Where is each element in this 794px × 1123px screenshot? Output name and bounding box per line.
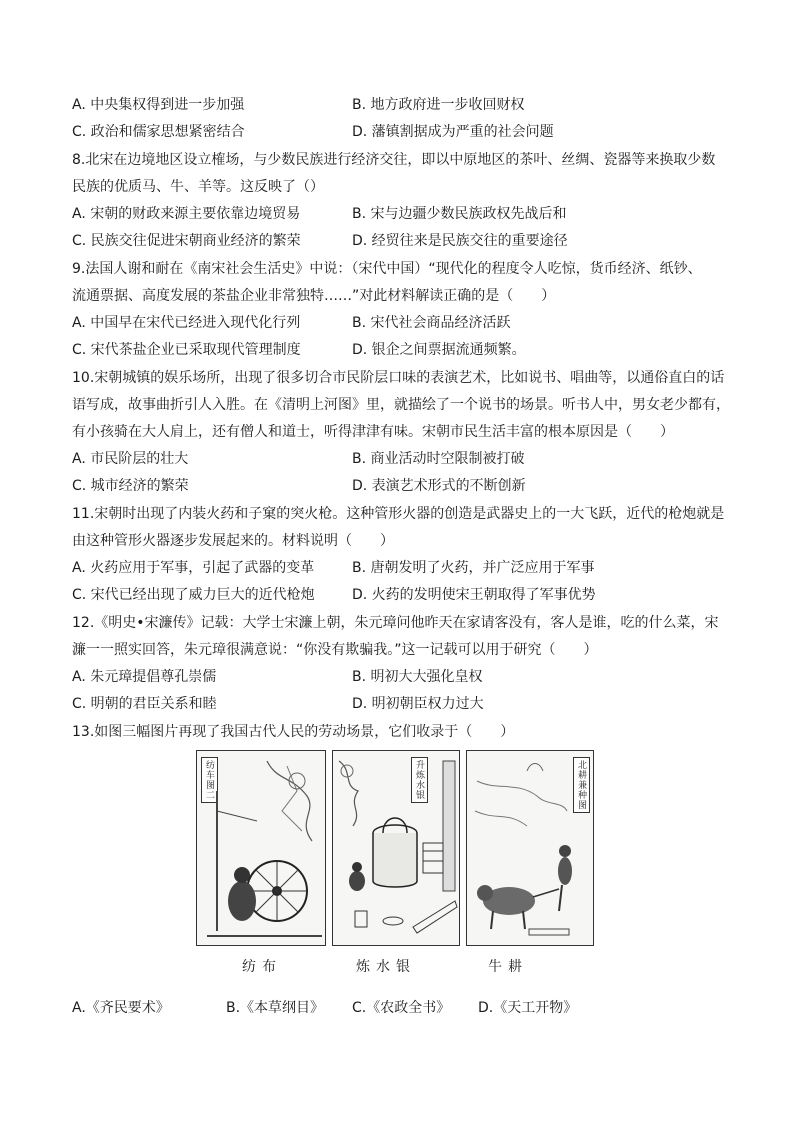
figure-panel-mercury xyxy=(332,750,460,946)
q13-stem-line1: 13.如图三幅图片再现了我国古代人民的劳动场景，它们收录于（ ） xyxy=(72,724,515,740)
panel-title-plowing: 北耕兼种图 xyxy=(573,757,590,813)
panel-title-weaving: 纺车图二 xyxy=(201,757,218,803)
q11-stem-line1: 11.宋朝时出现了内装火药和子窠的突火枪。这种管形火器的创造是武器史上的一大飞跃，近代的枪炮就是 xyxy=(72,506,725,522)
q9-option-c[interactable]: C. 宋代茶盐企业已采取现代管理制度 xyxy=(72,342,301,358)
q10-stem-line3: 有小孩骑在大人肩上，还有僧人和道士，听得津津有味。宋朝市民生活丰富的根本原因是（ ） xyxy=(72,424,674,440)
q8-option-d[interactable]: D. 经贸往来是民族交往的重要途径 xyxy=(352,233,568,249)
q11-stem-line2: 由这种管形火器逐步发展起来的。材料说明（ ） xyxy=(72,533,394,549)
q8-stem-line2: 民族的优质马、牛、羊等。这反映了（） xyxy=(72,179,324,195)
q13-option-c[interactable]: C.《农政全书》 xyxy=(352,1000,451,1016)
figure-panel-plowing xyxy=(466,750,594,946)
q10-option-d[interactable]: D. 表演艺术形式的不断创新 xyxy=(352,478,526,494)
ox-plowing-illustration xyxy=(467,751,594,946)
q11-option-b[interactable]: B. 唐朝发明了火药，并广泛应用于军事 xyxy=(352,560,595,576)
q9-option-d[interactable]: D. 银企之间票据流通频繁。 xyxy=(352,342,526,358)
panel-title-mercury: 升炼水银 xyxy=(411,757,428,803)
q11-option-d[interactable]: D. 火药的发明使宋王朝取得了军事优势 xyxy=(352,587,596,603)
figure-caption-plowing: 牛耕 xyxy=(488,959,528,975)
q11-option-c[interactable]: C. 宋代已经出现了威力巨大的近代枪炮 xyxy=(72,587,315,603)
figure-caption-weaving: 纺布 xyxy=(242,959,282,975)
q9-option-b[interactable]: B. 宋代社会商品经济活跃 xyxy=(352,315,511,331)
q13-option-d[interactable]: D.《天工开物》 xyxy=(478,1000,578,1016)
q12-option-b[interactable]: B. 明初大大强化皇权 xyxy=(352,669,483,685)
q10-stem-line1: 10.宋朝城镇的娱乐场所，出现了很多切合市民阶层口味的表演艺术，比如说书、唱曲等，以通俗直白的话 xyxy=(72,370,725,386)
q11-option-a[interactable]: A. 火药应用于军事，引起了武器的变革 xyxy=(72,560,315,576)
q10-option-c[interactable]: C. 城市经济的繁荣 xyxy=(72,478,189,494)
q13-figure xyxy=(196,750,594,946)
q12-option-a[interactable]: A. 朱元璋提倡尊孔崇儒 xyxy=(72,669,217,685)
mercury-furnace-illustration xyxy=(333,751,460,946)
q10-stem-line2: 语写成，故事曲折引人入胜。在《清明上河图》里，就描绘了一个说书的场景。听书人中，男女老少都有， xyxy=(72,397,730,413)
q13-option-a[interactable]: A.《齐民要术》 xyxy=(72,1000,170,1016)
q9-stem-line1: 9.法国人谢和耐在《南宋社会生活史》中说：（宋代中国）“现代化的程度令人吃惊，货币经济、纸钞、 xyxy=(72,261,702,277)
q7-option-a[interactable]: A. 中央集权得到进一步加强 xyxy=(72,97,245,113)
figure-panel-weaving xyxy=(196,750,326,946)
q8-option-c[interactable]: C. 民族交往促进宋朝商业经济的繁荣 xyxy=(72,233,301,249)
q12-option-c[interactable]: C. 明朝的君臣关系和睦 xyxy=(72,696,217,712)
q10-option-b[interactable]: B. 商业活动时空限制被打破 xyxy=(352,451,525,467)
spinning-wheel-illustration xyxy=(197,751,326,946)
q7-option-b[interactable]: B. 地方政府进一步收回财权 xyxy=(352,97,525,113)
q7-option-d[interactable]: D. 藩镇割据成为严重的社会问题 xyxy=(352,124,554,140)
q12-stem-line2: 濂一一照实回答，朱元璋很满意说：“你没有欺骗我。”这一记载可以用于研究（ ） xyxy=(72,642,598,658)
q9-stem-line2: 流通票据、高度发展的茶盐企业非常独特……”对此材料解读正确的是（ ） xyxy=(72,288,556,304)
q12-stem-line1: 12.《明史•宋濂传》记载：大学士宋濂上朝，朱元璋问他昨天在家请客没有，客人是谁，吃的什么菜，宋 xyxy=(72,615,719,631)
q8-stem-line1: 8.北宋在边境地区设立榷场，与少数民族进行经济交往，即以中原地区的茶叶、丝绸、瓷器等来换取少数 xyxy=(72,152,716,168)
q12-option-d[interactable]: D. 明初朝臣权力过大 xyxy=(352,696,484,712)
figure-caption-mercury: 炼水银 xyxy=(356,959,416,975)
q7-option-c[interactable]: C. 政治和儒家思想紧密结合 xyxy=(72,124,245,140)
q13-option-b[interactable]: B.《本草纲目》 xyxy=(226,1000,325,1016)
q10-option-a[interactable]: A. 市民阶层的壮大 xyxy=(72,451,189,467)
q8-option-b[interactable]: B. 宋与边疆少数民族政权先战后和 xyxy=(352,206,567,222)
q9-option-a[interactable]: A. 中国早在宋代已经进入现代化行列 xyxy=(72,315,301,331)
q8-option-a[interactable]: A. 宋朝的财政来源主要依靠边境贸易 xyxy=(72,206,301,222)
